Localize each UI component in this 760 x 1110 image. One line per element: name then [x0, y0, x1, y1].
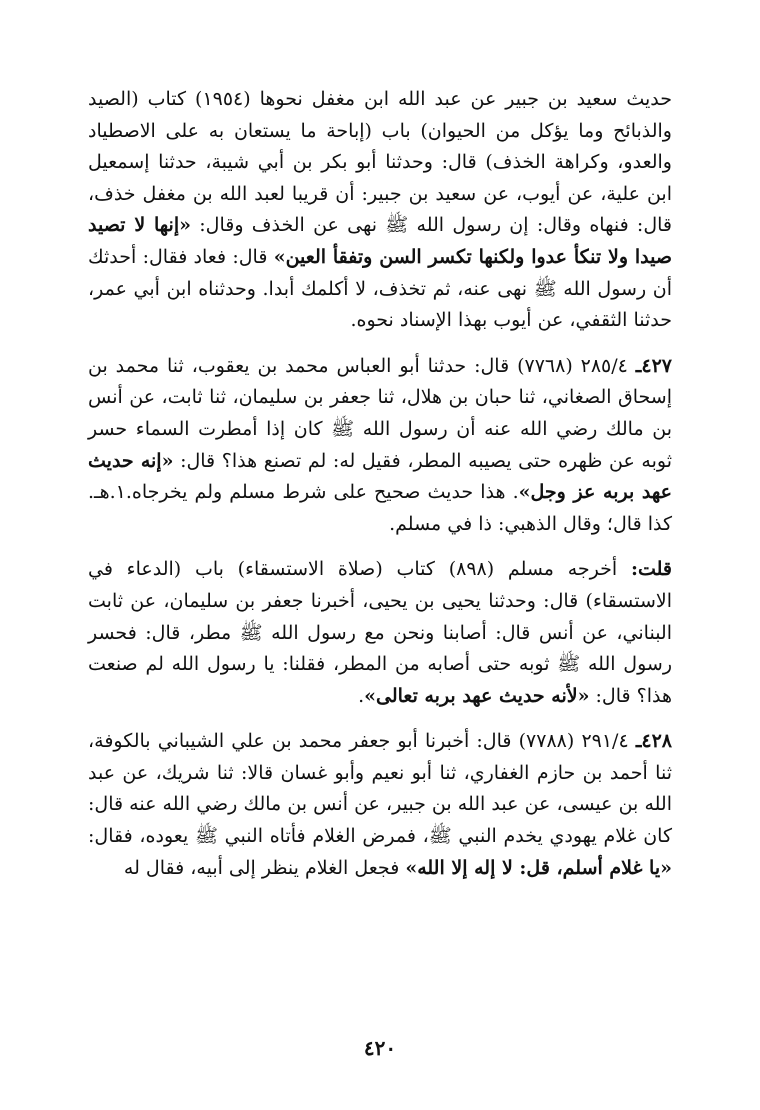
hadith-quote: «إنه حديث عهد بربه عز وجل»	[88, 449, 672, 504]
commentary-paragraph	[88, 554, 672, 712]
hadith-entry-427	[88, 351, 672, 541]
paragraph-text: قال: فعاد فقال: أحدثك أن رسول الله ﷺ نهى عنه، ثم تخذف، لا أكلمك أبدا. وحدثناه ابن أبي عمر، حدثنا الثقفي، عن أيوب بهذا الإسناد نحوه.	[88, 245, 672, 332]
page-body	[88, 84, 672, 884]
entry-number: ٤٢٧ـ	[635, 354, 672, 377]
paragraph-text: . هذا حديث صحيح على شرط مسلم ولم يخرجاه.١.هـ. كذا قال؛ وقال الذهبي: ذا في مسلم.	[88, 481, 672, 535]
hadith-entry-428	[88, 726, 672, 884]
paragraph-text: فجعل الغلام ينظر إلى أبيه، فقال له	[123, 856, 406, 879]
paragraph-continuation	[88, 84, 672, 337]
paragraph-text: ٢٩١/٤ (٧٧٨٨) قال: أخبرنا أبو جعفر محمد بن علي الشيباني بالكوفة، ثنا أحمد بن حازم الغفاري، ثنا أبو نعيم وأبو غسان قالا: ثنا شريك، عن عبد الله بن عيسى، عن عبد الله بن جبير، عن أنس بن مالك رضي الله عنه قال: كان غلام يهودي يخدم النبي ﷺ، فمرض الغلام فأتاه النبي ﷺ يعوده، فقال:	[88, 730, 672, 848]
hadith-quote: «لأنه حديث عهد بربه تعالى»	[364, 684, 590, 707]
paragraph-text: .	[358, 684, 365, 707]
commentary-label: قلت:	[630, 558, 672, 581]
entry-number: ٤٢٨ـ	[635, 730, 673, 753]
paragraph-text: ٢٨٥/٤ (٧٧٦٨) قال: حدثنا أبو العباس محمد بن يعقوب، ثنا محمد بن إسحاق الصغاني، ثنا حبان بن هلال، ثنا جعفر بن سليمان، ثنا ثابت، عن أنس بن مالك رضي الله عنه أن رسول الله ﷺ كان إذا أمطرت السماء حسر ثوبه عن ظهره حتى يصيبه المطر، فقيل له: لم تصنع هذا؟ قال:	[88, 354, 672, 472]
hadith-quote: «إنها لا تصيد صيدا ولا تنكأ عدوا ولكنها تكسر السن وتفقأ العين»	[88, 214, 672, 268]
paragraph-text: أخرجه مسلم (٨٩٨) كتاب (صلاة الاستسقاء) باب (الدعاء في الاستسقاء) قال: وحدثنا يحيى بن يحيى، أخبرنا جعفر بن سليمان، عن ثابت البناني، عن أنس قال: أصابنا ونحن مع رسول الله ﷺ مطر، قال: فحسر رسول الله ﷺ ثوبه حتى أصابه من المطر، فقلنا: يا رسول الله لم صنعت هذا؟ قال:	[88, 558, 672, 707]
page-number: ٤٢٠	[363, 1036, 397, 1060]
paragraph-text: حديث سعيد بن جبير عن عبد الله ابن مغفل نحوها (١٩٥٤) كتاب (الصيد والذبائح وما يؤكل من الحيوان) باب (إباحة ما يستعان به على الاصطياد والعدو، وكراهة الخذف) قال: وحدثنا أبو بكر بن أبي شيبة، حدثنا إسمعيل ابن علية، عن أيوب، عن سعيد بن جبير: أن قريبا لعبد الله بن مغفل خذف، قال: فنهاه وقال: إن رسول الله ﷺ نهى عن الخذف وقال:	[88, 88, 673, 237]
hadith-quote: «يا غلام أسلم، قل: لا إله إلا الله»	[405, 856, 672, 879]
